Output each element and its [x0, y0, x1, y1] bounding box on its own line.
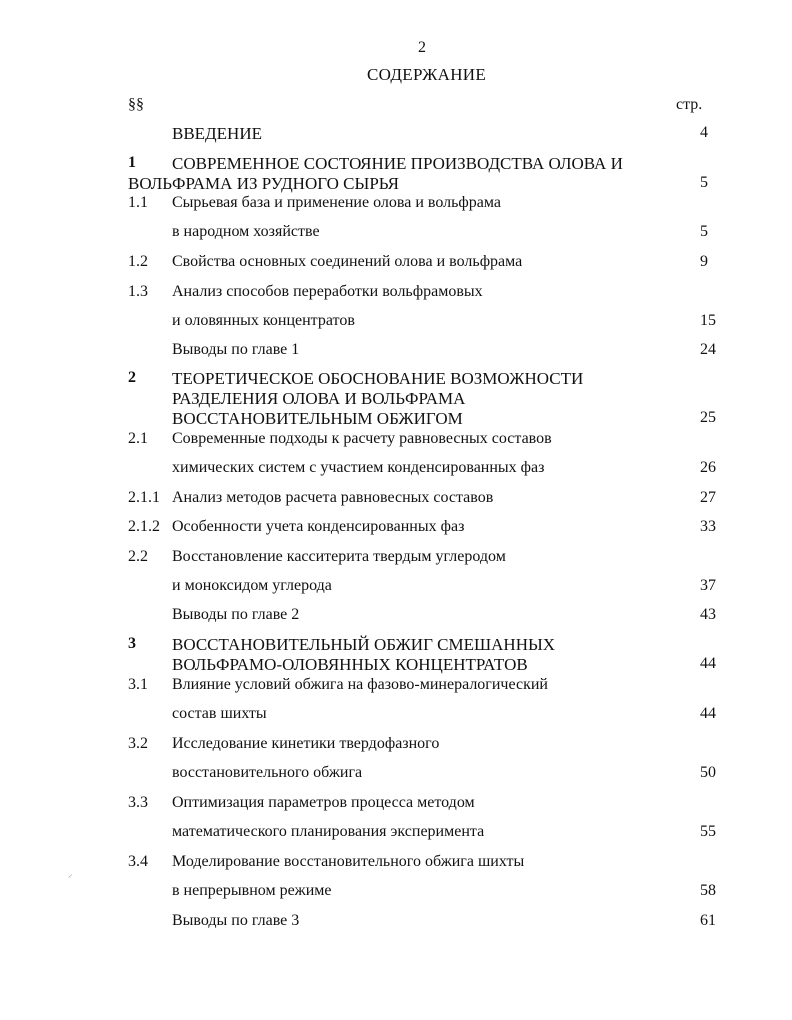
- toc-entry-page: 44: [700, 655, 716, 672]
- toc-entry-page: 25: [700, 409, 716, 426]
- toc-entry-title-cont: и моноксидом углерода: [172, 577, 332, 594]
- toc-entry-title-cont: химических систем с участием конденсированных фаз: [172, 459, 545, 476]
- toc-entry-number: 2.1.2: [128, 518, 160, 535]
- toc-entry-title-cont: в непрерывном режиме: [172, 882, 332, 899]
- toc-entry-title-cont: математического планирования эксперимента: [172, 823, 485, 840]
- toc-entry-title: Влияние условий обжига на фазово-минералогический: [172, 676, 548, 693]
- toc-entry-page: 4: [700, 124, 708, 141]
- toc-entry-page: 26: [700, 459, 716, 476]
- toc-entry-title-cont: восстановительного обжига: [172, 764, 363, 781]
- toc-entry-number: 2.1.1: [128, 489, 160, 506]
- scan-speck: ⸝: [68, 869, 73, 879]
- toc-entry-page: 50: [700, 764, 716, 781]
- toc-entry-title: ВОССТАНОВИТЕЛЬНЫЙ ОБЖИГ СМЕШАННЫХ: [172, 635, 556, 654]
- toc-entry-number: 1.1: [128, 194, 148, 211]
- toc-entry-title: Восстановление касситерита твердым углеродом: [172, 548, 506, 565]
- toc-entry-number: 3.3: [128, 794, 148, 811]
- toc-entry-title: Моделирование восстановительного обжига шихты: [172, 853, 525, 870]
- toc-entry-title-cont: ВОЛЬФРАМО-ОЛОВЯННЫХ КОНЦЕНТРАТОВ: [172, 655, 528, 674]
- toc-entry-number: 3.2: [128, 735, 148, 752]
- toc-entry-title: Особенности учета конденсированных фаз: [172, 518, 465, 535]
- toc-entry-title: Современные подходы к расчету равновесных составов: [172, 430, 552, 447]
- toc-entry-title: ТЕОРЕТИЧЕСКОЕ ОБОСНОВАНИЕ ВОЗМОЖНОСТИ: [172, 369, 584, 388]
- toc-entry-title-cont: ВОЛЬФРАМА ИЗ РУДНОГО СЫРЬЯ: [128, 174, 399, 193]
- toc-entry-number: 2.2: [128, 548, 148, 565]
- toc-entry-page: 5: [700, 223, 708, 240]
- toc-entry-title: Свойства основных соединений олова и вольфрама: [172, 253, 523, 270]
- toc-entry-number: 1: [128, 154, 136, 171]
- toc-entry-title-cont: РАЗДЕЛЕНИЯ ОЛОВА И ВОЛЬФРАМА: [172, 389, 466, 408]
- toc-entry-page: 43: [700, 606, 716, 623]
- toc-entry-title: Выводы по главе 2: [172, 606, 300, 623]
- toc-entry-title: Оптимизация параметров процесса методом: [172, 794, 475, 811]
- toc-entry-number: 3: [128, 635, 136, 652]
- toc-entry-page: 58: [700, 882, 716, 899]
- toc-entry-number: 3.4: [128, 853, 148, 870]
- toc-entry-number: 1.2: [128, 253, 148, 270]
- page-title: СОДЕРЖАНИЕ: [367, 65, 487, 84]
- toc-entry-title: Анализ способов переработки вольфрамовых: [172, 283, 483, 300]
- section-mark-label: §§: [128, 96, 144, 113]
- toc-entry-page: 33: [700, 518, 716, 535]
- toc-entry-page: 61: [700, 912, 716, 929]
- toc-entry-page: 5: [700, 174, 708, 191]
- toc-entry-page: 24: [700, 341, 716, 358]
- toc-entry-page: 27: [700, 489, 716, 506]
- toc-entry-title: ВВЕДЕНИЕ: [172, 124, 262, 143]
- toc-entry-number: 3.1: [128, 676, 148, 693]
- toc-entry-title: СОВРЕМЕННОЕ СОСТОЯНИЕ ПРОИЗВОДСТВА ОЛОВА И: [172, 154, 623, 173]
- page-column-label: стр.: [676, 96, 703, 113]
- toc-entry-number: 2: [128, 369, 136, 386]
- toc-entry-title-cont: и оловянных концентратов: [172, 312, 355, 329]
- toc-entry-title: Исследование кинетики твердофазного: [172, 735, 440, 752]
- page-number: 2: [418, 39, 426, 56]
- toc-entry-title: Выводы по главе 3: [172, 912, 300, 929]
- toc-entry-page: 55: [700, 823, 716, 840]
- toc-entry-title: Сырьевая база и применение олова и вольфрама: [172, 194, 501, 211]
- toc-entry-page: 15: [700, 312, 716, 329]
- toc-entry-number: 2.1: [128, 430, 148, 447]
- toc-entry-number: 1.3: [128, 283, 148, 300]
- toc-entry-page: 9: [700, 253, 708, 270]
- toc-entry-title: Анализ методов расчета равновесных составов: [172, 489, 494, 506]
- toc-entry-title-cont: состав шихты: [172, 705, 267, 722]
- toc-entry-title-cont: в народном хозяйстве: [172, 223, 320, 240]
- toc-entry-page: 37: [700, 577, 716, 594]
- toc-entry-title-cont: ВОССТАНОВИТЕЛЬНЫМ ОБЖИГОМ: [172, 409, 463, 428]
- toc-entry-title: Выводы по главе 1: [172, 341, 300, 358]
- toc-entry-page: 44: [700, 705, 716, 722]
